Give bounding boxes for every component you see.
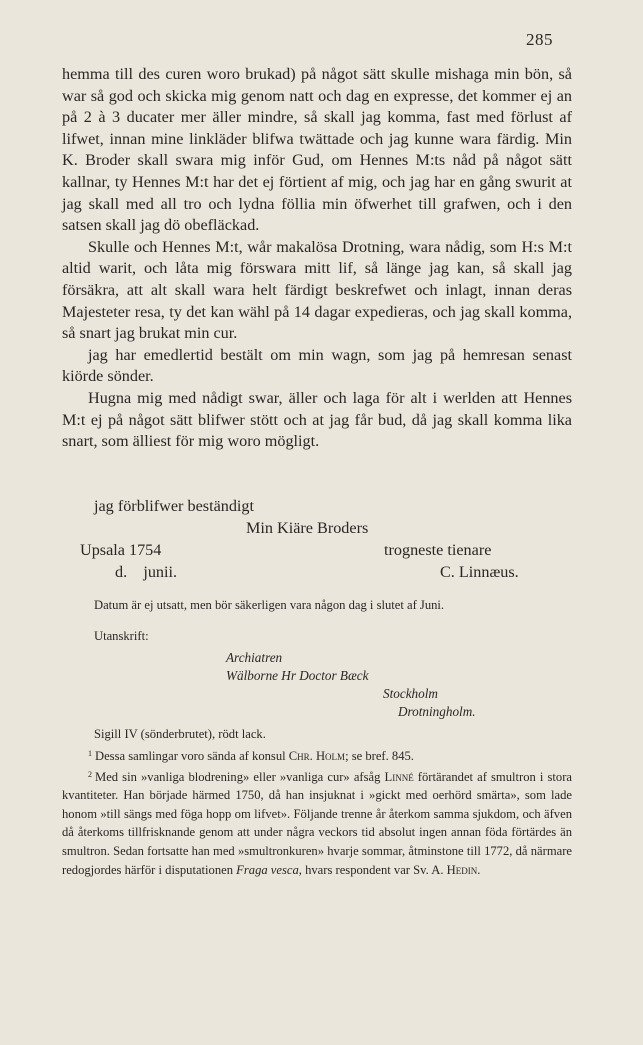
footnote-marker: 1 [88, 749, 92, 758]
address-line-2: Wälborne Hr Doctor Bæck [226, 668, 369, 683]
dissertation-title: Fraga vesca [236, 862, 299, 877]
letter-body [62, 64, 572, 453]
author-name: Hedin [446, 862, 478, 877]
closing-date: d. junii. [115, 563, 178, 581]
paragraph-1: hemma till des curen woro brukad) på något sätt skulle mishaga min bön, så war så god och skicka mig genom natt och dag en expresse, det kommer ej an på 2 à 3 ducater mer äller mindre, så skall jag komma, fast med förlust af lifwet, innan mine linkläder blifwa twättade och jag kunne wara färdig. Min K. Broder skall swara mig inför Gud, om Hennes M:ts nåd på något sätt kallnar, ty Hennes M:t har det ej förtient af mig, och jag har en gång swurit at jag skall med all tro och lydna föllia min öfwerhet till grafwen, och i den satsen skall jag dö obefläckad. [62, 65, 572, 235]
address-line-4: Drotningholm. [398, 704, 476, 719]
page-number: 285 [526, 30, 553, 49]
author-name: Chr. Holm [288, 749, 346, 763]
author-name: Linné [384, 769, 414, 784]
paragraph-2: Skulle och Hennes M:t, wår makalösa Drotning, wara nådig, som H:s M:t altid warit, och låta mig förswara mitt lif, så länge jag kan, så skall jag försäkra, att alt skall wara helt färdigt beskrefwet och inlagt, innan deras Majesteter resa, ty det kan wähl på 14 dagar expedieras, och jag skall komma, så snart jag brukat min cur. [62, 237, 572, 343]
seal-note: Sigill IV (sönderbrutet), rödt lack. [94, 727, 266, 741]
closing-place: Upsala 1754 [80, 541, 162, 559]
footnote-marker: 2 [88, 769, 92, 779]
footnote-2: $^2$ Med sin »vanliga blodrening» eller »vanliga cur» afsåg Linné förtärandet af smultron i stora kvantiteter. Han började härmed 1750, då han insjuknat i »gickt med oerhörd smärta», som lade honom »till sängs med föga hopp om lifvet». Följande trenne år återkom samma sjukdom, och äfven då återkoms tillfrisknande genom att under några veckors tid absolut ingen annan föda förtärdes än smultron. Sedan fortsatte han med »smultronkuren» hvarje sommar, åtminstone till 1772, då närmare redogjordes härför i disputationen Fraga vesca, hvars respondent var Sv. A. Hedin. [62, 769, 572, 877]
utanskrift-label: Utanskrift: [94, 629, 149, 643]
closing-role: trogneste tienare [384, 541, 492, 559]
closing-signature: C. Linnæus. [440, 563, 519, 581]
address-line-3: Stockholm [383, 686, 438, 701]
footnotes [62, 745, 572, 879]
paragraph-4: Hugna mig med nådigt swar, äller och laga för alt i werlden att Hennes M:t ej på något sätt blifwer stött och at jag får bud, då jag skall komma lika snart, som älliest för mig woro mögligt. [62, 388, 572, 451]
paragraph-3: jag har emedlertid bestält om min wagn, som jag på hemresan senast kiörde sönder. [62, 345, 572, 386]
closing-formula: jag förblifwer beständigt [94, 497, 255, 515]
datum-note: Datum är ej utsatt, men bör säkerligen vara någon dag i slutet af Juni. [94, 598, 445, 612]
address-line-1: Archiatren [226, 650, 283, 665]
closing-salutation: Min Kiäre Broders [246, 519, 369, 537]
footnote-1: $^1$ Dessa samlingar voro sända af konsul Chr. Holm; se bref. 845. [88, 749, 414, 763]
